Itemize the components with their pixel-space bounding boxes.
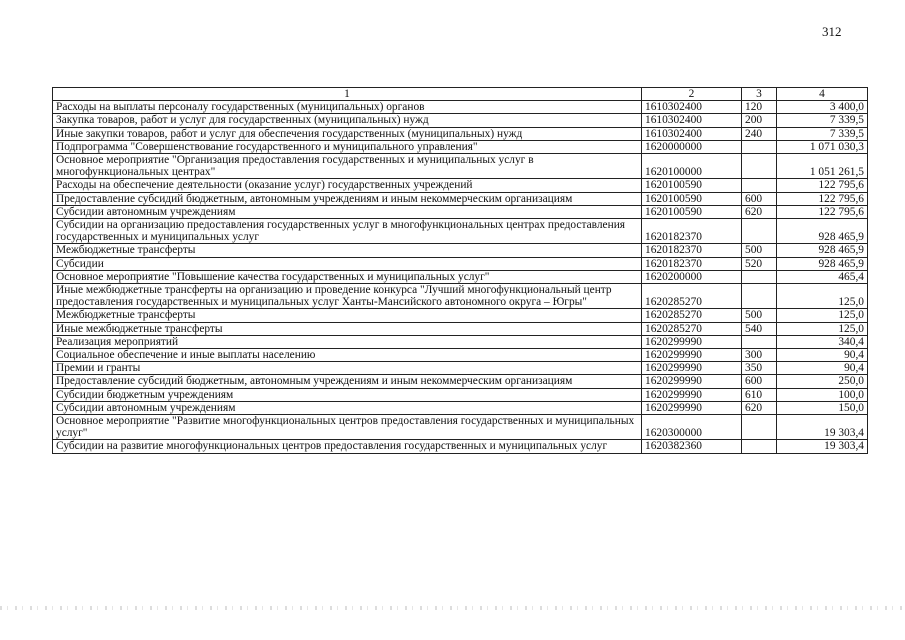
row-name-cell: Премии и гранты — [53, 362, 642, 375]
row-amount-cell: 122 795,6 — [777, 179, 868, 192]
row-expense-type-cell — [742, 440, 777, 453]
row-expense-type-cell: 200 — [742, 114, 777, 127]
row-expense-type-cell — [742, 284, 777, 309]
header-cell-3: 3 — [742, 88, 777, 101]
row-amount-cell: 928 465,9 — [777, 257, 868, 270]
row-code-cell: 1620299990 — [642, 388, 742, 401]
page-number: 312 — [822, 24, 842, 39]
row-expense-type-cell: 540 — [742, 322, 777, 335]
row-expense-type-cell — [742, 335, 777, 348]
row-amount-cell: 19 303,4 — [777, 440, 868, 453]
row-expense-type-cell: 620 — [742, 205, 777, 218]
row-code-cell: 1620000000 — [642, 140, 742, 153]
table-body — [53, 101, 868, 453]
row-code-cell: 1620285270 — [642, 309, 742, 322]
row-code-cell: 1620285270 — [642, 322, 742, 335]
row-code-cell: 1620182370 — [642, 257, 742, 270]
row-code-cell: 1620100000 — [642, 154, 742, 179]
row-expense-type-cell — [742, 219, 777, 244]
row-amount-cell: 465,4 — [777, 270, 868, 283]
row-amount-cell: 7 339,5 — [777, 127, 868, 140]
row-name-cell: Иные межбюджетные трансферты — [53, 322, 642, 335]
table-row — [53, 335, 868, 348]
table-row — [53, 284, 868, 309]
scan-noise-line — [0, 606, 905, 610]
row-name-cell: Закупка товаров, работ и услуг для государственных (муниципальных) нужд — [53, 114, 642, 127]
row-expense-type-cell: 240 — [742, 127, 777, 140]
row-amount-cell: 928 465,9 — [777, 219, 868, 244]
row-expense-type-cell: 600 — [742, 375, 777, 388]
table-row — [53, 309, 868, 322]
table-row — [53, 192, 868, 205]
row-amount-cell: 1 071 030,3 — [777, 140, 868, 153]
row-code-cell: 1610302400 — [642, 101, 742, 114]
row-code-cell: 1610302400 — [642, 114, 742, 127]
row-expense-type-cell: 300 — [742, 349, 777, 362]
row-expense-type-cell — [742, 140, 777, 153]
row-name-cell: Субсидии бюджетным учреждениям — [53, 388, 642, 401]
row-expense-type-cell: 520 — [742, 257, 777, 270]
row-name-cell: Межбюджетные трансферты — [53, 244, 642, 257]
row-amount-cell: 122 795,6 — [777, 205, 868, 218]
table-row — [53, 140, 868, 153]
row-name-cell: Субсидии автономным учреждениям — [53, 205, 642, 218]
row-expense-type-cell — [742, 415, 777, 440]
row-expense-type-cell: 500 — [742, 244, 777, 257]
row-name-cell: Подпрограмма "Совершенствование государственного и муниципального управления" — [53, 140, 642, 153]
row-amount-cell: 100,0 — [777, 388, 868, 401]
table-row — [53, 257, 868, 270]
row-amount-cell: 3 400,0 — [777, 101, 868, 114]
row-name-cell: Предоставление субсидий бюджетным, автономным учреждениям и иным некоммерческим организациям — [53, 192, 642, 205]
header-cell-2: 2 — [642, 88, 742, 101]
row-name-cell: Субсидии на организацию предоставления государственных услуг в многофункциональных центрах предоставления государственных и муниципальных услуг — [53, 219, 642, 244]
row-amount-cell: 125,0 — [777, 284, 868, 309]
row-code-cell: 1620100590 — [642, 192, 742, 205]
table-row — [53, 114, 868, 127]
row-code-cell: 1620299990 — [642, 335, 742, 348]
row-amount-cell: 1 051 261,5 — [777, 154, 868, 179]
row-expense-type-cell — [742, 270, 777, 283]
row-amount-cell: 122 795,6 — [777, 192, 868, 205]
table-row — [53, 440, 868, 453]
row-name-cell: Субсидии на развитие многофункциональных центров предоставления государственных и муниципальных услуг — [53, 440, 642, 453]
row-name-cell: Реализация мероприятий — [53, 335, 642, 348]
row-amount-cell: 928 465,9 — [777, 244, 868, 257]
row-amount-cell: 125,0 — [777, 322, 868, 335]
row-code-cell: 1620182370 — [642, 219, 742, 244]
row-name-cell: Субсидии автономным учреждениям — [53, 401, 642, 414]
row-expense-type-cell: 600 — [742, 192, 777, 205]
table-row — [53, 101, 868, 114]
row-code-cell: 1620100590 — [642, 205, 742, 218]
row-code-cell: 1620299990 — [642, 362, 742, 375]
table-row — [53, 244, 868, 257]
row-name-cell: Субсидии — [53, 257, 642, 270]
header-cell-4: 4 — [777, 88, 868, 101]
row-amount-cell: 90,4 — [777, 349, 868, 362]
row-name-cell: Предоставление субсидий бюджетным, автономным учреждениям и иным некоммерческим организациям — [53, 375, 642, 388]
row-expense-type-cell: 350 — [742, 362, 777, 375]
table-row — [53, 179, 868, 192]
row-expense-type-cell — [742, 154, 777, 179]
table-row — [53, 415, 868, 440]
row-code-cell: 1620200000 — [642, 270, 742, 283]
row-code-cell: 1620300000 — [642, 415, 742, 440]
row-expense-type-cell: 500 — [742, 309, 777, 322]
table-row — [53, 270, 868, 283]
row-amount-cell: 90,4 — [777, 362, 868, 375]
row-name-cell: Основное мероприятие "Организация предоставления государственных и муниципальных услуг в многофункциональных центрах" — [53, 154, 642, 179]
row-code-cell: 1620299990 — [642, 401, 742, 414]
row-name-cell: Расходы на выплаты персоналу государственных (муниципальных) органов — [53, 101, 642, 114]
table-row — [53, 219, 868, 244]
row-code-cell: 1620299990 — [642, 375, 742, 388]
row-name-cell: Социальное обеспечение и иные выплаты населению — [53, 349, 642, 362]
budget-table — [52, 87, 868, 454]
table-row — [53, 375, 868, 388]
row-name-cell: Расходы на обеспечение деятельности (оказание услуг) государственных учреждений — [53, 179, 642, 192]
row-expense-type-cell — [742, 179, 777, 192]
row-amount-cell: 7 339,5 — [777, 114, 868, 127]
row-amount-cell: 19 303,4 — [777, 415, 868, 440]
row-code-cell: 1620100590 — [642, 179, 742, 192]
row-name-cell: Иные закупки товаров, работ и услуг для обеспечения государственных (муниципальных) нужд — [53, 127, 642, 140]
table-row — [53, 362, 868, 375]
row-amount-cell: 150,0 — [777, 401, 868, 414]
row-expense-type-cell: 120 — [742, 101, 777, 114]
row-amount-cell: 250,0 — [777, 375, 868, 388]
table-row — [53, 349, 868, 362]
row-name-cell: Основное мероприятие "Повышение качества государственных и муниципальных услуг" — [53, 270, 642, 283]
table-row — [53, 388, 868, 401]
row-amount-cell: 125,0 — [777, 309, 868, 322]
row-expense-type-cell: 610 — [742, 388, 777, 401]
row-expense-type-cell: 620 — [742, 401, 777, 414]
row-code-cell: 1620382360 — [642, 440, 742, 453]
table-row — [53, 127, 868, 140]
row-code-cell: 1620285270 — [642, 284, 742, 309]
table-row — [53, 154, 868, 179]
row-code-cell: 1610302400 — [642, 127, 742, 140]
table-row — [53, 322, 868, 335]
table-row — [53, 401, 868, 414]
row-code-cell: 1620182370 — [642, 244, 742, 257]
table-row — [53, 205, 868, 218]
header-cell-1: 1 — [53, 88, 642, 101]
row-code-cell: 1620299990 — [642, 349, 742, 362]
table-header-row — [53, 88, 868, 101]
row-amount-cell: 340,4 — [777, 335, 868, 348]
row-name-cell: Основное мероприятие "Развитие многофункциональных центров предоставления государственных и муниципальных услуг" — [53, 415, 642, 440]
row-name-cell: Иные межбюджетные трансферты на организацию и проведение конкурса "Лучший многофункциональный центр предоставления государственных и муниципальных услуг Ханты-Мансийского автономного округа – Югры" — [53, 284, 642, 309]
row-name-cell: Межбюджетные трансферты — [53, 309, 642, 322]
